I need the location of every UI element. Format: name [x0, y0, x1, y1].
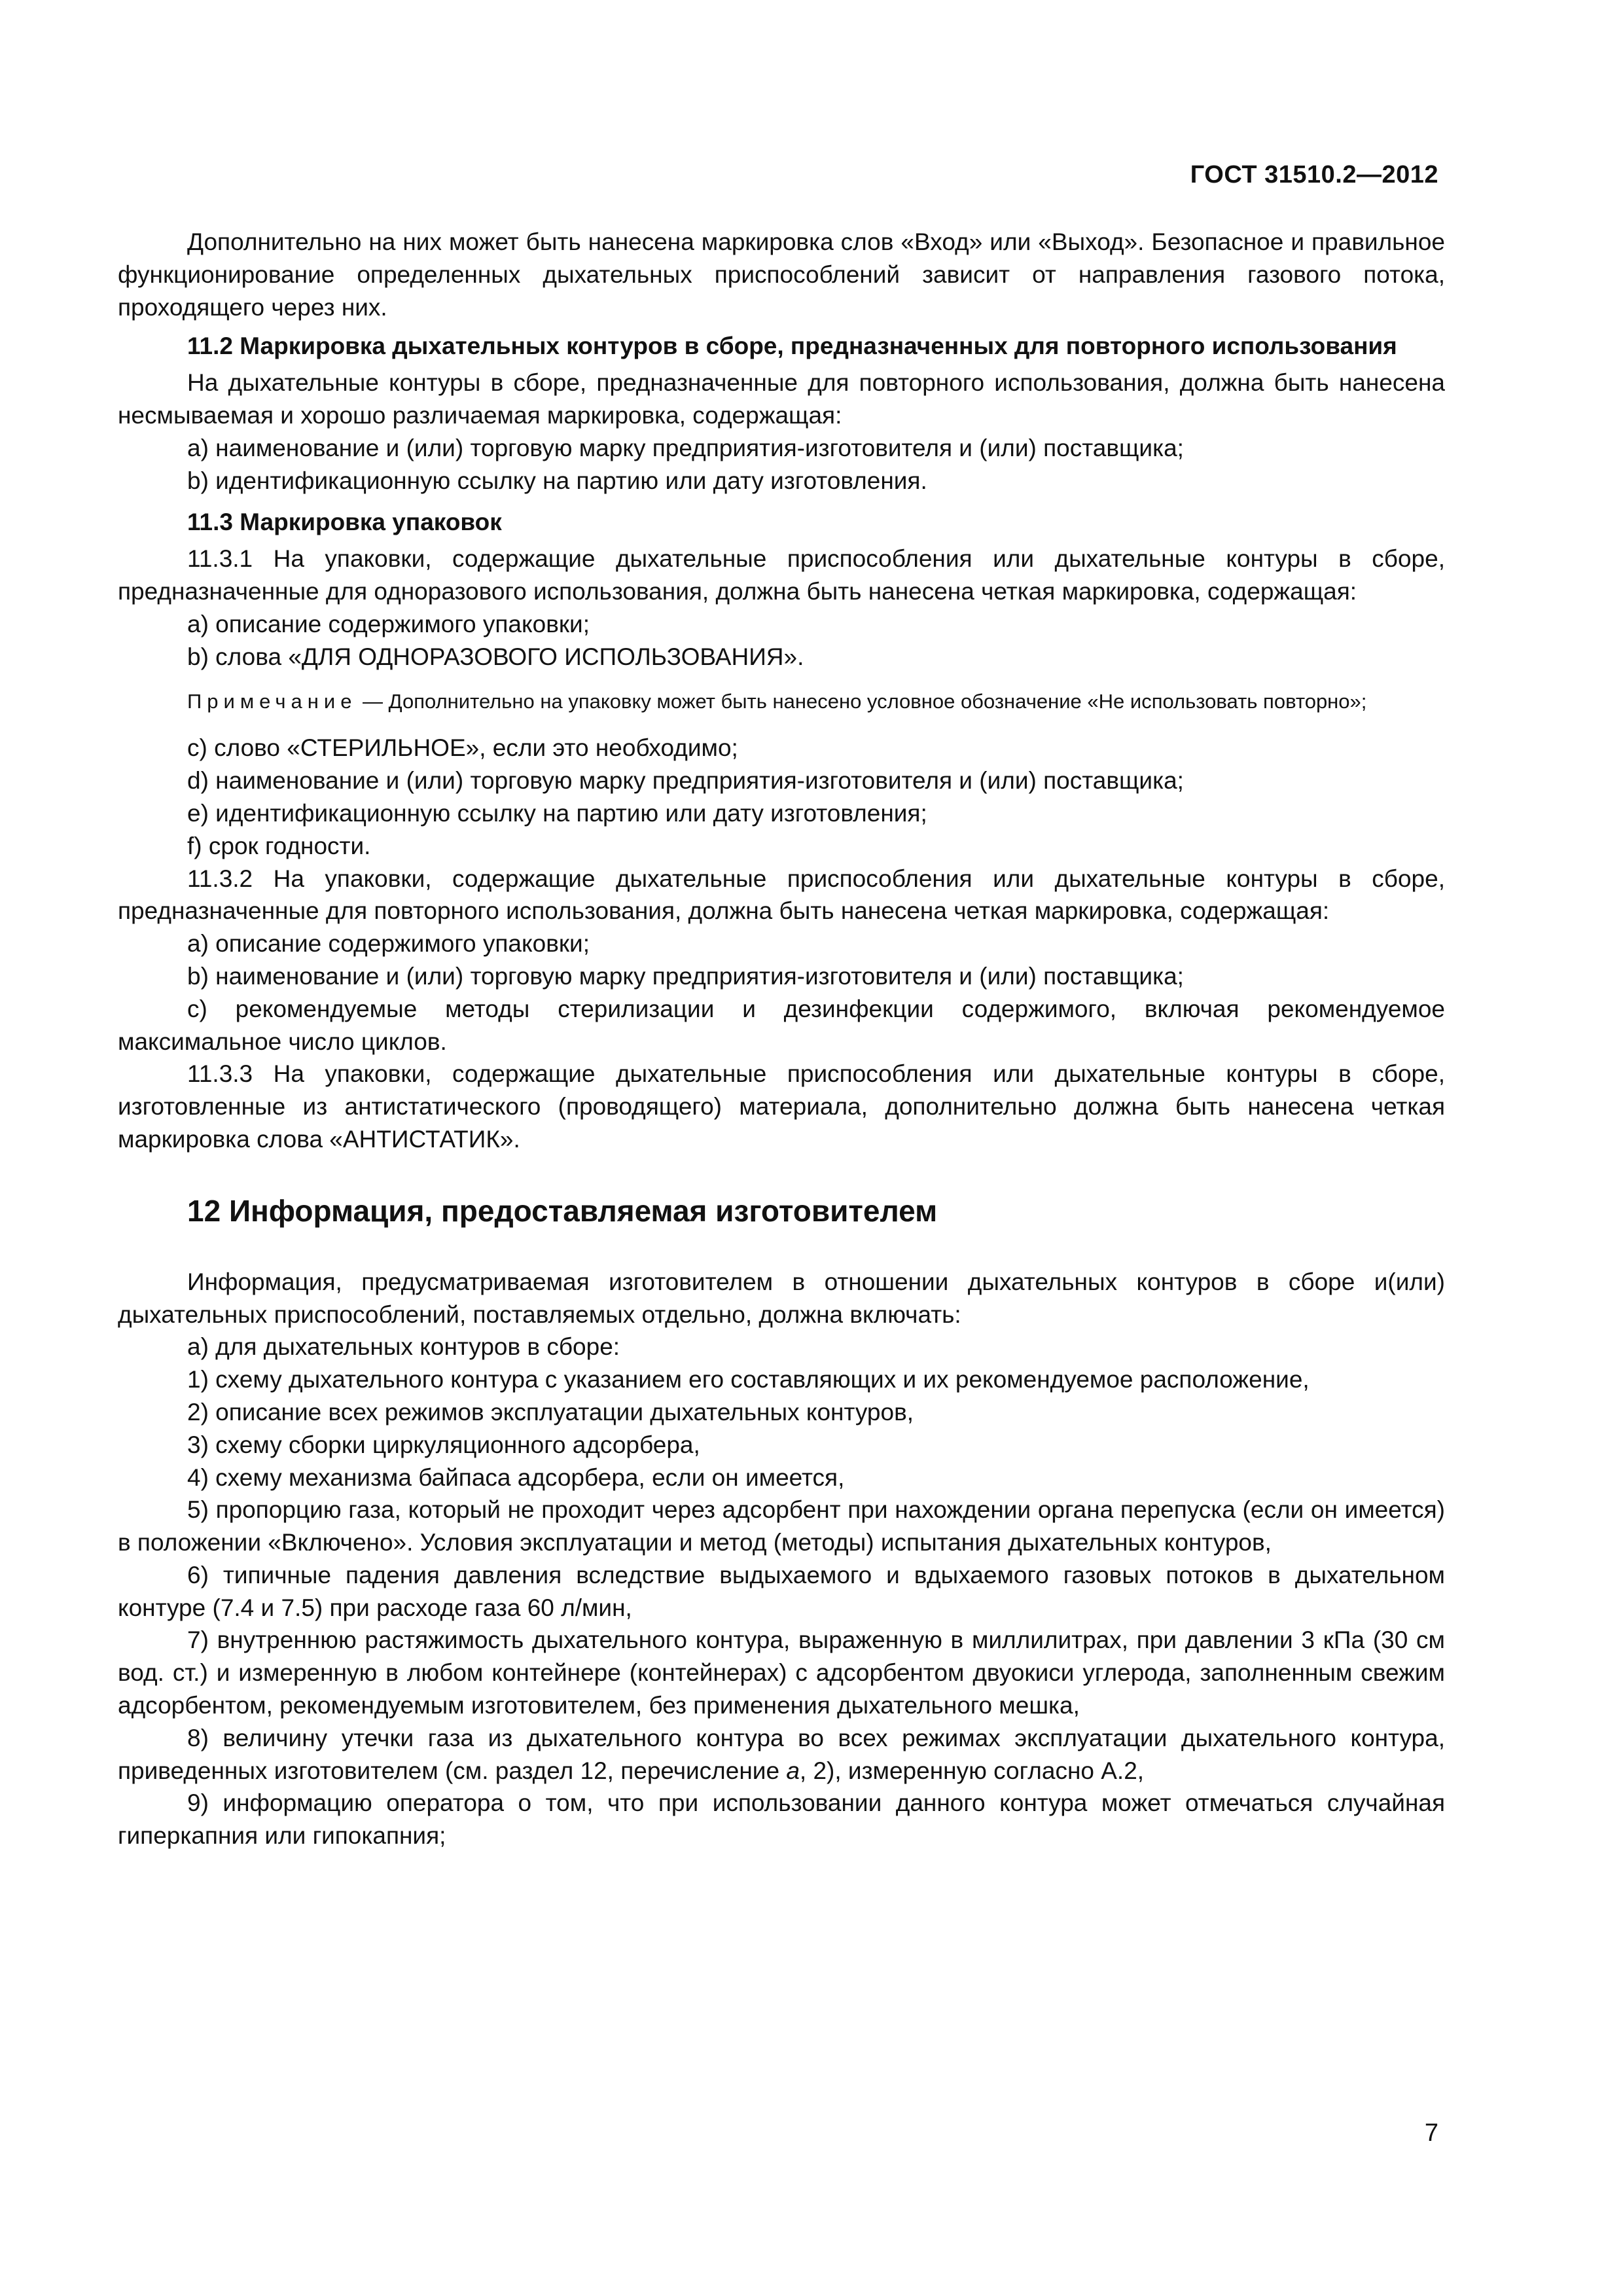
- list-item-12-a-2: 2) описание всех режимов эксплуатации дыхательных контуров,: [187, 1398, 914, 1426]
- heading-11-3: 11.3 Маркировка упаковок: [187, 509, 502, 536]
- list-item-11-3-1-f: f) срок годности.: [187, 832, 371, 859]
- page-number: 7: [1424, 2119, 1438, 2147]
- list-item-11-2-a: a) наименование и (или) торговую марку предприятия-изготовителя и (или) поставщика;: [187, 434, 1184, 461]
- list-item-11-3-2-a: a) описание содержимого упаковки;: [187, 930, 590, 958]
- list-item-12-a-5: 5) пропорцию газа, который не проходит через адсорбент при нахождении органа перепуска (если он имеется) в положении «Включено». Условия эксплуатации и метод (методы) испытания дыхательных контуров,: [118, 1496, 1445, 1556]
- list-item-11-3-1-c: c) слово «СТЕРИЛЬНОЕ», если это необходимо;: [187, 734, 738, 762]
- intro-paragraph: Дополнительно на них может быть нанесена маркировка слов «Вход» или «Выход». Безопасное и правильное функционирование определенных дыхательных приспособлений зависит от направления газового потока, проходящего через них.: [118, 228, 1445, 321]
- list-item-12-a-8: [118, 1722, 1445, 1787]
- paragraph-11-3-2: 11.3.2 На упаковки, содержащие дыхательные приспособления или дыхательные контуры в сборе, предназначенные для повторного использования, должна быть нанесена четкая маркировка, содержащая:: [118, 865, 1445, 925]
- note-label: Примечание: [187, 690, 357, 713]
- list-item-11-3-1-a: a) описание содержимого упаковки;: [187, 610, 590, 637]
- paragraph-11-2: На дыхательные контуры в сборе, предназначенные для повторного использования, должна быть нанесена несмываемая и хорошо различаемая маркировка, содержащая:: [118, 369, 1445, 429]
- item-8-text-end: , 2), измеренную согласно А.2,: [799, 1757, 1145, 1784]
- page-content: [118, 226, 1445, 1852]
- list-item-12-a-4: 4) схему механизма байпаса адсорбера, если он имеется,: [187, 1463, 845, 1491]
- note-text: — Дополнительно на упаковку может быть нанесено условное обозначение «Не использовать повторно»;: [357, 690, 1367, 713]
- list-item-11-3-1-d: d) наименование и (или) торговую марку предприятия-изготовителя и (или) поставщика;: [187, 767, 1184, 795]
- list-item-12-a-7: 7) внутреннюю растяжимость дыхательного контура, выраженную в миллилитрах, при давлении 3 кПа (30 см вод. ст.) и измеренную в любом контейнере (контейнерах) с адсорбентом двуокиси углерода, заполненным свежим адсорбентом, рекомендуемым изготовителем, без применения дыхательного мешка,: [118, 1626, 1445, 1719]
- list-item-12-a-3: 3) схему сборки циркуляционного адсорбера,: [187, 1431, 700, 1458]
- heading-11-2: 11.2 Маркировка дыхательных контуров в сборе, предназначенных для повторного использования: [187, 332, 1397, 360]
- paragraph-11-3-3: 11.3.3 На упаковки, содержащие дыхательные приспособления или дыхательные контуры в сборе, изготовленные из антистатического (проводящего) материала, дополнительно должна быть нанесена четкая маркировка слова «АНТИСТАТИК».: [118, 1060, 1445, 1153]
- list-item-11-3-2-c: c) рекомендуемые методы стерилизации и дезинфекции содержимого, включая рекомендуемое максимальное число циклов.: [118, 995, 1445, 1055]
- paragraph-11-3-1: 11.3.1 На упаковки, содержащие дыхательные приспособления или дыхательные контуры в сборе, предназначенные для одноразового использования, должна быть нанесена четкая маркировка, содержащая:: [118, 545, 1445, 605]
- item-8-emphasis: а: [786, 1757, 800, 1784]
- item-8-text-start: 8) величину утечки газа из дыхательного контура во всех режимах эксплуатации дыхательного контура, приведенных изготовителем (см. раздел 12, перечисление: [118, 1724, 1445, 1784]
- list-item-11-3-2-b: b) наименование и (или) торговую марку предприятия-изготовителя и (или) поставщика;: [187, 962, 1184, 990]
- list-item-11-3-1-b: b) слова «ДЛЯ ОДНОРАЗОВОГО ИСПОЛЬЗОВАНИЯ».: [187, 643, 804, 670]
- list-item-12-a-1: 1) схему дыхательного контура с указанием его составляющих и их рекомендуемое расположение,: [187, 1366, 1310, 1393]
- list-item-12-a: a) для дыхательных контуров в сборе:: [187, 1333, 620, 1361]
- list-item-11-2-b: b) идентификационную ссылку на партию или дату изготовления.: [187, 467, 927, 494]
- paragraph-12: Информация, предусматриваемая изготовителем в отношении дыхательных контуров в сборе и(или) дыхательных приспособлений, поставляемых отдельно, должна включать:: [118, 1268, 1445, 1328]
- heading-12: 12 Информация, предоставляемая изготовителем: [187, 1193, 938, 1228]
- list-item-11-3-1-e: e) идентификационную ссылку на партию или дату изготовления;: [187, 799, 927, 827]
- list-item-12-a-6: 6) типичные падения давления вследствие выдыхаемого и вдыхаемого газовых потоков в дыхательном контуре (7.4 и 7.5) при расходе газа 60 л/мин,: [118, 1561, 1445, 1621]
- list-item-12-a-9: 9) информацию оператора о том, что при использовании данного контура может отмечаться случайная гиперкапния или гипокапния;: [118, 1789, 1445, 1850]
- document-code-header: ГОСТ 31510.2—2012: [1190, 161, 1438, 188]
- note-paragraph: [118, 687, 1445, 716]
